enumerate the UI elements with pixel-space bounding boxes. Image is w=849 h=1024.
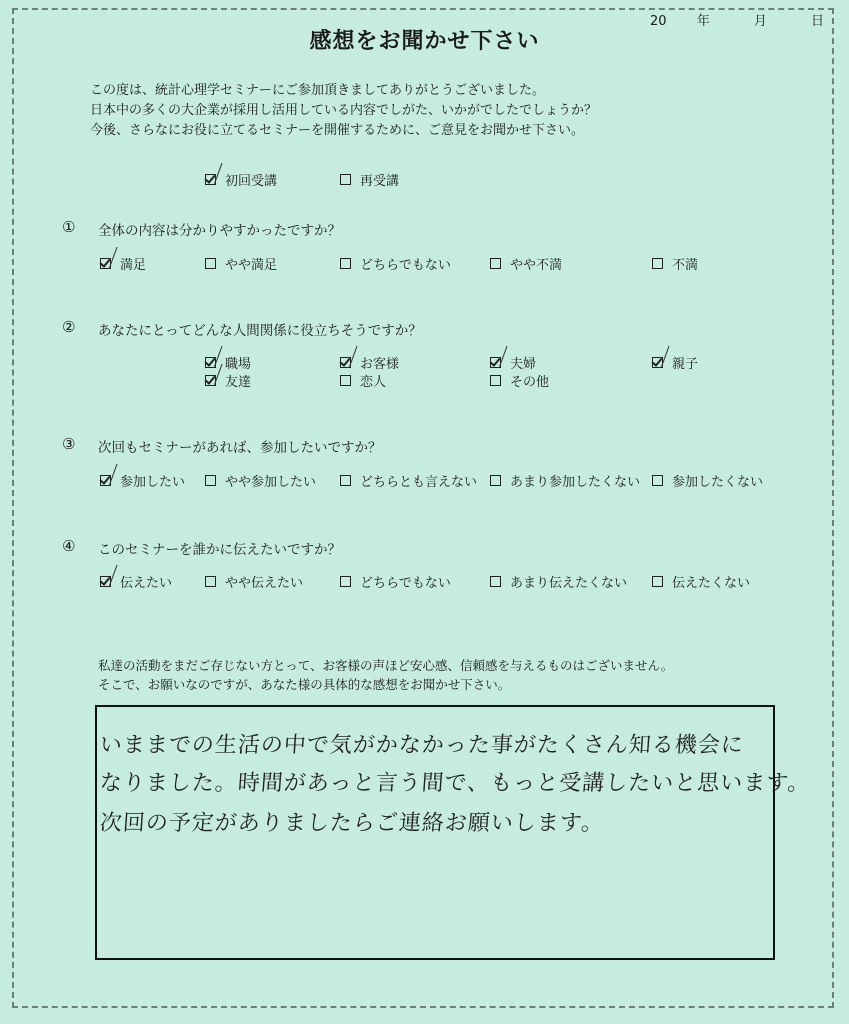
- option-label: 初回受講: [225, 174, 278, 189]
- intro-line-1: この度は、統計心理学セミナーにご参加頂きましてありがとうございました。: [90, 83, 546, 98]
- option-label: 職場: [225, 357, 252, 372]
- option-label: 友達: [225, 375, 252, 390]
- q4-option-2[interactable]: [205, 572, 303, 591]
- q2-option-7[interactable]: [490, 371, 549, 390]
- checkbox-checked[interactable]: [205, 174, 216, 185]
- checkbox-checked[interactable]: [652, 357, 663, 368]
- q3-option-4[interactable]: [490, 471, 640, 490]
- checkbox[interactable]: [652, 576, 663, 587]
- q3-option-5[interactable]: [652, 471, 763, 490]
- option-label: 伝えたい: [120, 576, 173, 591]
- q1-option-4[interactable]: [490, 254, 562, 273]
- checkbox-checked[interactable]: [100, 475, 111, 486]
- option-label: 夫婦: [510, 357, 537, 372]
- checkbox[interactable]: [652, 475, 663, 486]
- q2-option-5[interactable]: [205, 371, 251, 390]
- option-label: 不満: [672, 258, 699, 273]
- option-label: どちらでもない: [360, 576, 451, 591]
- checkbox[interactable]: [205, 475, 216, 486]
- q1-option-2[interactable]: [205, 254, 277, 273]
- checkbox[interactable]: [652, 258, 663, 269]
- checkbox-checked[interactable]: [100, 576, 111, 587]
- option-label: やや不満: [510, 258, 563, 273]
- date-year-label: 年: [696, 14, 710, 29]
- checkbox[interactable]: [205, 258, 216, 269]
- checkbox-checked[interactable]: [100, 258, 111, 269]
- checkbox[interactable]: [490, 258, 501, 269]
- checkbox[interactable]: [340, 375, 351, 386]
- q4-option-4[interactable]: [490, 572, 627, 591]
- option-label: 恋人: [360, 375, 387, 390]
- option-label: どちらとも言えない: [360, 475, 478, 490]
- option-label: 満足: [120, 258, 147, 273]
- option-label: 参加したい: [120, 475, 186, 490]
- checkbox[interactable]: [205, 576, 216, 587]
- intro-line-3: 今後、さらなにお役に立てるセミナーを開催するために、ご意見をお聞かせ下さい。: [90, 123, 585, 138]
- option-label: あまり参加したくない: [510, 475, 641, 490]
- option-label: 再受講: [360, 174, 400, 189]
- option-label: やや満足: [225, 258, 278, 273]
- closing-line-1: 私達の活動をまだご存じない方とって、お客様の声ほど安心感、信頼感を与えるものはございません。: [98, 658, 674, 673]
- checkbox[interactable]: [340, 576, 351, 587]
- checkbox[interactable]: [340, 258, 351, 269]
- option-label: やや参加したい: [225, 475, 317, 490]
- date-prefix: 20: [650, 14, 667, 29]
- q4-option-5[interactable]: [652, 572, 750, 591]
- q4-option-3[interactable]: [340, 572, 451, 591]
- q4-option-1[interactable]: [100, 572, 172, 591]
- checkbox[interactable]: [490, 375, 501, 386]
- question-2-number: ②: [62, 318, 76, 336]
- option-label: どちらでもない: [360, 258, 451, 273]
- repeat-attendance-option[interactable]: [340, 170, 399, 189]
- option-label: やや伝えたい: [225, 576, 304, 591]
- checkbox-checked[interactable]: [205, 375, 216, 386]
- checkbox-checked[interactable]: [490, 357, 501, 368]
- checkbox[interactable]: [490, 475, 501, 486]
- option-label: お客様: [360, 357, 400, 372]
- option-label: 親子: [672, 357, 699, 372]
- q2-option-6[interactable]: [340, 371, 386, 390]
- date-day-label: 日: [811, 14, 825, 29]
- question-1-text: 全体の内容は分かりやすかったですか？: [98, 223, 341, 239]
- checkbox[interactable]: [490, 576, 501, 587]
- date-month-label: 月: [753, 14, 767, 29]
- handwritten-line-2: なりました。時間があっと言う間で、もっと受講したいと思います。: [98, 771, 812, 796]
- question-4-text: このセミナーを誰かに伝えたいですか？: [98, 542, 341, 558]
- q1-option-3[interactable]: [340, 254, 451, 273]
- checkbox[interactable]: [340, 475, 351, 486]
- question-3-text: 次回もセミナーがあれば、参加したいですか？: [98, 440, 382, 456]
- handwritten-line-3: 次回の予定がありましたらご連絡お願いします。: [98, 811, 605, 836]
- question-3-number: ③: [62, 435, 76, 453]
- question-4-number: ④: [62, 537, 76, 555]
- option-label: その他: [510, 375, 550, 390]
- option-label: 伝えたくない: [672, 576, 751, 591]
- question-1-number: ①: [62, 218, 76, 236]
- q2-option-2[interactable]: [340, 353, 399, 372]
- q3-option-1[interactable]: [100, 471, 185, 490]
- q1-option-1[interactable]: [100, 254, 146, 273]
- closing-line-2: そこで、お願いなのですが、あなた様の具体的な感想をお聞かせ下さい。: [98, 677, 511, 692]
- checkbox[interactable]: [340, 174, 351, 185]
- question-2-text: あなたにとってどんな人間関係に役立ちそうですか？: [98, 323, 422, 339]
- page-title: 感想をお聞かせ下さい: [309, 29, 540, 54]
- first-attendance-option[interactable]: [205, 170, 277, 189]
- q2-option-3[interactable]: [490, 353, 536, 372]
- option-label: 参加したくない: [672, 475, 764, 490]
- q1-option-5[interactable]: [652, 254, 698, 273]
- checkbox-checked[interactable]: [340, 357, 351, 368]
- q2-option-4[interactable]: [652, 353, 698, 372]
- intro-line-2: 日本中の多くの大企業が採用し活用している内容でしがた、いかがでしたでしょうか？: [90, 103, 598, 118]
- handwritten-line-1: いままでの生活の中で気がかなかった事がたくさん知る機会に: [98, 733, 745, 758]
- q3-option-3[interactable]: [340, 471, 477, 490]
- q3-option-2[interactable]: [205, 471, 316, 490]
- option-label: あまり伝えたくない: [510, 576, 628, 591]
